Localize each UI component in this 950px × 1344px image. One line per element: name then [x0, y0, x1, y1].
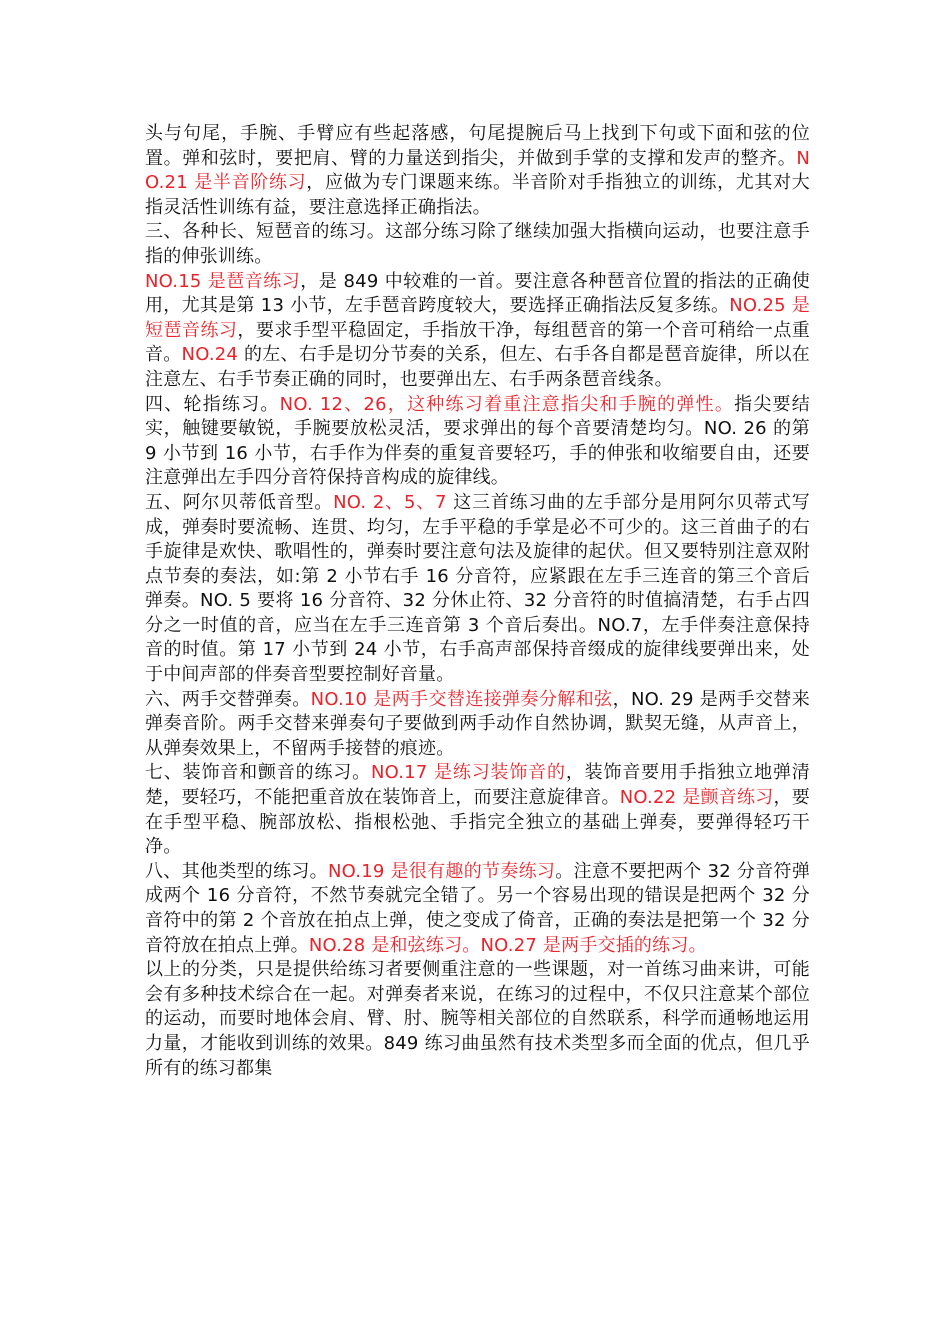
highlighted-text: NO.17 是练习装饰音的 [370, 762, 566, 784]
text-run: ，应做为专门课题来练。半音阶对手指独立的训练，尤其对大指灵活性训练有益，要注意选择正确指法。 [145, 172, 810, 218]
highlighted-text: NO.19 是很有趣的节奏练习 [327, 860, 556, 882]
text-run: 这三首练习曲的左手部分是用阿尔贝蒂式写成，弹奏时要流畅、连贯、均匀，左手平稳的手掌是必不可少的。这三首曲子的右手旋律是欢快、歌唱性的，弹奏时要注意句法及旋律的起伏。但又要特别注意双附点节奏的奏法，如:第 2 小节右手 16 分音符，应紧跟在左手三连音的第三个音后弹奏。NO. 5 要将 16 分音符、32 分休止符、32 分音符的时值搞清楚，右手占四分之一时值的音，应当在左手三连音第 3 个音后奏出。NO.7，左手伴奏注意保持音的时值。第 17 小节到 24 小节，右手高声部保持音缀成的旋律线要弹出来，处于中间声部的伴奏音型要控制好音量。 [145, 491, 810, 686]
highlighted-text: NO.25 是短琶音练习 [145, 295, 810, 341]
text-run: 五、阿尔贝蒂低音型。 [145, 491, 334, 513]
section-heading-paragraph [145, 220, 810, 269]
section-heading-paragraph [145, 860, 810, 958]
highlighted-text: NO. 2、5、7 [333, 491, 447, 513]
text-run: 六、两手交替弹奏。 [145, 688, 311, 710]
text-run: 四、轮指练习。 [145, 393, 280, 415]
text-run: ，是 849 中较难的一首。要注意各种琶音位置的指法的正确使用，尤其是第 13 小节，左手琶音跨度较大，要选择正确指法反复多练。 [145, 270, 810, 317]
text-run: 的左、右手是切分节奏的关系，但左、右手各自都是琶音旋律，所以在注意左、右手节奏正确的同时，也要弹出左、右手两条琶音线条。 [145, 344, 811, 390]
text-run: 三、各种长、短琶音的练习。这部分练习除了继续加强大指横向运动，也要注意手指的伸张训练。 [145, 221, 810, 267]
text-run: ，要在手型平稳、腕部放松、指根松弛、手指完全独立的基础上弹奏，要弹得轻巧干净。 [145, 787, 811, 858]
highlighted-text: NO.22 是颤音练习 [619, 787, 774, 809]
paragraph [145, 958, 810, 1081]
text-run: 头与句尾，手腕、手臂应有些起落感，句尾提腕后马上找到下句或下面和弦的位置。弹和弦时，要把肩、臂的力量送到指尖，并做到手掌的支撑和发声的整齐。 [145, 123, 810, 169]
text-run: ，NO. 29 是两手交替来弹奏音阶。两手交替来弹奏句子要做到两手动作自然协调，默契无缝，从声音上，从弹奏效果上，不留两手接替的痕迹。 [145, 688, 810, 759]
text-run: 七、装饰音和颤音的练习。 [145, 762, 371, 784]
section-heading-paragraph [145, 761, 810, 859]
highlighted-text: NO. 12、26，这种练习着重注意指尖和手腕的弹性。 [279, 393, 735, 415]
highlighted-text: NO.15 是琶音练习 [145, 270, 301, 292]
text-run: 指尖要结实，触键要敏锐，手腕要放松灵活，要求弹出的每个音要清楚均匀。NO. 26 的第 9 小节到 16 小节，右手作为伴奏的重复音要轻巧，手的伸张和收缩要自由，还要注意弹出左手四分音符保持音构成的旋律线。 [145, 393, 810, 489]
text-run: ，要求手型平稳固定，手指放干净，每组琶音的第一个音可稍给一点重音。 [145, 319, 811, 366]
section-heading-paragraph [145, 688, 810, 762]
highlighted-text: NO.21 是半音阶练习 [145, 147, 810, 194]
paragraph [145, 122, 810, 220]
highlighted-text: NO.24 [181, 344, 239, 366]
paragraph [145, 270, 810, 393]
text-run: 八、其他类型的练习。 [145, 860, 328, 882]
section-heading-paragraph [145, 491, 810, 688]
section-heading-paragraph [145, 393, 810, 491]
highlighted-text: NO.10 是两手交替连接弹奏分解和弦 [310, 688, 613, 710]
text-run: 以上的分类，只是提供给练习者要侧重注意的一些课题，对一首练习曲来讲，可能会有多种技术综合在一起。对弹奏者来说，在练习的过程中，不仅只注意某个部位的运动，而要时地体会肩、臂、肘、腕等相关部位的自然联系，科学而通畅地运用力量，才能收到训练的效果。849 练习曲虽然有技术类型多而全面的优点，但几乎所有的练习都集 [145, 959, 810, 1079]
text-run: 。注意不要把两个 32 分音符弹成两个 16 分音符，不然节奏就完全错了。另一个容易出现的错误是把两个 32 分音符中的第 2 个音放在拍点上弹，使之变成了倚音，正确的奏法是把第一个 32 分音符放在拍点上弹。 [145, 860, 811, 956]
document-body [145, 122, 810, 1081]
highlighted-text: NO.28 是和弦练习。NO.27 是两手交插的练习。 [308, 934, 707, 956]
text-run: ，装饰音要用手指独立地弹清楚，要轻巧，不能把重音放在装饰音上，而要注意旋律音。 [145, 762, 810, 809]
